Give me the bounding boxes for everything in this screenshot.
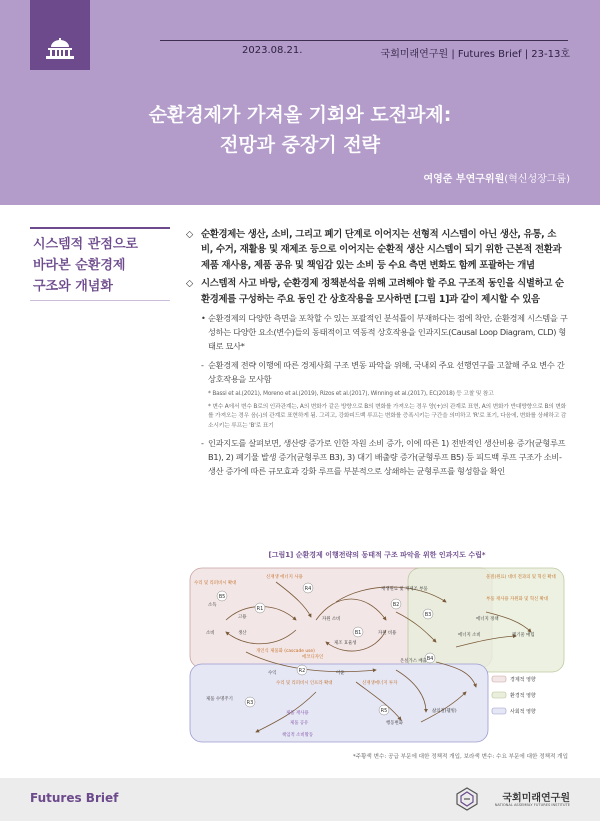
node-label: 수리 및 리퍼비시 확대 [194,581,237,586]
footer-org-english: NATIONAL ASSEMBLY FUTURES INSTITUTE [494,803,570,807]
svg-text:R3: R3 [246,700,254,706]
legend-social [492,708,536,715]
dot-bullet-icon: • [201,313,206,324]
footnote: * 변수 A에서 변수 B로의 인과관계는, A의 변화가 같은 방향으로 B의 변화를 가져오는 경우 양(+)의 관계로 표현, A의 변화가 반대방향으로 B의 변화를 가져오는 경우 음(-)의 관계로 표현하게 됨. 그리고, 강화피드백 루프는 변화를 증폭시키는 구간을 의미하고 'R'로 표기, 다음에, 변화를 상쇄하고 감소시키는 루프는 'B'로 표기 [208,404,567,429]
svg-text:B1: B1 [354,630,362,636]
bullet-item [186,276,568,307]
node-label: 책임적 소비활동 [282,733,314,738]
diagram-canvas [186,562,568,747]
footer-org-name: 국회미래연구원 [502,793,570,804]
node-label: 소비 [206,631,215,636]
svg-text:R2: R2 [298,668,306,674]
node-label: 소득 [208,603,217,608]
node-label: 물질(원료) 대비 전과의 및 혁신 확대 [486,575,556,580]
node-label: 행동변화 [386,721,403,726]
assembly-logo [30,0,90,70]
sub-item [186,436,568,479]
svg-text:R4: R4 [304,586,312,592]
publication-info: 국회미래연구원 | Futures Brief | 23-13호 [380,49,570,60]
diamond-bullet-icon: ◇ [186,229,193,240]
node-label: 자원 소비 [322,617,341,622]
node-label: 제조 효율성 [334,641,357,646]
svg-text:B2: B2 [392,602,400,608]
sub-item [186,311,568,354]
bullet-text: 시스템적 사고 바탕, 순환경제 정책분석을 위해 고려해야 할 주요 구조적 동인을 식별하고 순환경제를 구성하는 주요 동인 간 상호작용을 모사하면 [그림 1]과 같이 제시할 수 있음 [201,278,564,305]
node-label: 폐기물 매립 [512,633,535,638]
node-label: 온실가스 배출 [400,659,427,664]
footer-brand: Futures Brief [30,791,119,805]
loop-b5 [217,591,227,601]
svg-text:환경적 영향: 환경적 영향 [510,693,536,699]
bullet-text: 순환경제는 생산, 소비, 그리고 폐기 단계로 이어지는 선형적 시스템이 아닌 생산, 유통, 소비, 수거, 재활용 및 재제조 등으로 이어지는 순환적 생산 시스템이 되기 위한 근본적 전환과 제품 재사용, 제품 공유 및 책임감 있는 소비 등 수요 측면 변화도 함께 포괄하는 개념 [201,229,562,271]
section-heading [30,227,170,301]
node-label: 생산 [238,631,247,636]
author-dept: (혁신성장그룹) [504,174,570,185]
svg-text:R1: R1 [256,606,264,612]
node-label: 자원 비용 [378,631,397,636]
loop-b2 [391,599,401,609]
node-label: 개인식 제품화 (cascade use) [256,649,315,654]
loop-r1 [255,603,265,613]
loop-b3 [423,609,433,619]
sub-item [186,358,568,386]
node-label: 이윤 [336,671,345,676]
dash-bullet-icon: - [201,437,204,448]
section-heading-line-1: 시스템적 관점으로 [33,237,138,252]
node-label: 삶의질(웰빙) [432,709,457,714]
diamond-bullet-icon: ◇ [186,278,193,290]
title-line-2: 전망과 중장기 전략 [219,134,381,156]
node-label: 제품 재사용 [286,711,309,716]
legend-economic [492,676,536,683]
node-label: 수리 및 리퍼비시 인프라 확대 [276,681,333,686]
figure-caption: [그림1] 순환경제 이행전략의 동태적 구조 파악을 위한 인과지도 수립* [268,551,486,559]
author [423,170,570,185]
publish-date: 2023.08.21. [242,45,303,56]
node-label: 에너지 소비 [458,633,481,638]
node-label: 에코디자인 [302,655,324,660]
node-label: 수익 [268,671,277,676]
loop-r3 [245,697,255,707]
page-title [0,100,600,160]
svg-text:B5: B5 [218,594,226,600]
svg-text:경제적 영향: 경제적 영향 [510,677,536,683]
assembly-building-icon [45,38,75,60]
footer [0,778,600,821]
svg-text:B4: B4 [426,656,434,662]
dash-bullet-icon: - [201,359,204,370]
node-label: 신재생 에너지 사용 [266,575,303,580]
node-label: 제품 수명주기 [206,697,233,702]
loop-r5 [379,705,389,715]
section-heading-line-2: 바라본 순환경제 [33,258,126,273]
title-line-1: 순환경제가 가져올 기회와 도전과제: [148,104,452,126]
node-label: 에너지 정책 [476,617,499,622]
node-label: 제품 공유 [290,721,309,726]
loop-r2 [297,665,307,675]
institute-logo-icon [456,787,478,811]
causal-loop-diagram [186,562,568,747]
sub-text: 순환경제 전략 이행에 따른 경제사회 구조 변동 파악을 위해, 국내외 주요 선행연구를 고찰해 주요 변수 간 상호작용을 모사함 [208,359,565,384]
sub-text: 순환경제의 다양한 측면을 포착할 수 있는 포괄적인 분석틀이 부재하다는 점에 착안, 순환경제 시스템을 구성하는 다양한 요소(변수)들의 동태적이고 역동적 상호작용을 인과지도(Causal Loop Diagram, CLD) 형태로 묘사* [208,313,568,352]
svg-text:R5: R5 [380,708,388,714]
node-label: 고용 [238,615,247,620]
header-banner [0,0,600,205]
loop-r4 [303,583,313,593]
sub-text: 인과지도를 살펴보면, 생산량 증가로 인한 자원 소비 증가, 이에 따른 1) 전반적인 생산비용 증가(균형루프 B1), 2) 폐기물 발생 증가(균형루프 B3), 3) 대기 배출량 증가(균형루프 B5) 등 피드백 루프 구조가 소비-생산 증가에 따른 규모효과 강화 루프를 부분적으로 상쇄하는 균형루프를 형성함을 확인 [208,437,566,477]
legend-environmental [492,692,536,699]
footnote: * Bassi et al.(2021), Moreno et al.(2019), Rizos et al.(2017), Winning et al.(2017), EC(2018) 등 고찰 및 참고 [208,391,494,398]
author-name: 여영준 부연구위원 [423,174,505,185]
node-label: 부품 재사용 자원화 및 혁신 확대 [486,597,549,602]
svg-text:사회적 영향: 사회적 영향 [510,709,536,715]
node-label: 재생원료 및 재제조 부품 [381,587,428,592]
bullet-item [186,227,568,273]
section-heading-line-3: 구조와 개념화 [33,279,113,294]
figure-note: *주황색 변수: 공급 부문에 대한 정책적 개입, 보라색 변수: 수요 부문에 대한 정책적 개입 [352,754,568,760]
node-label: 신재생에너지 투자 [362,681,398,686]
svg-text:B3: B3 [424,612,432,618]
loop-b1 [353,627,363,637]
header-rule [160,40,568,41]
main-content [186,227,568,478]
